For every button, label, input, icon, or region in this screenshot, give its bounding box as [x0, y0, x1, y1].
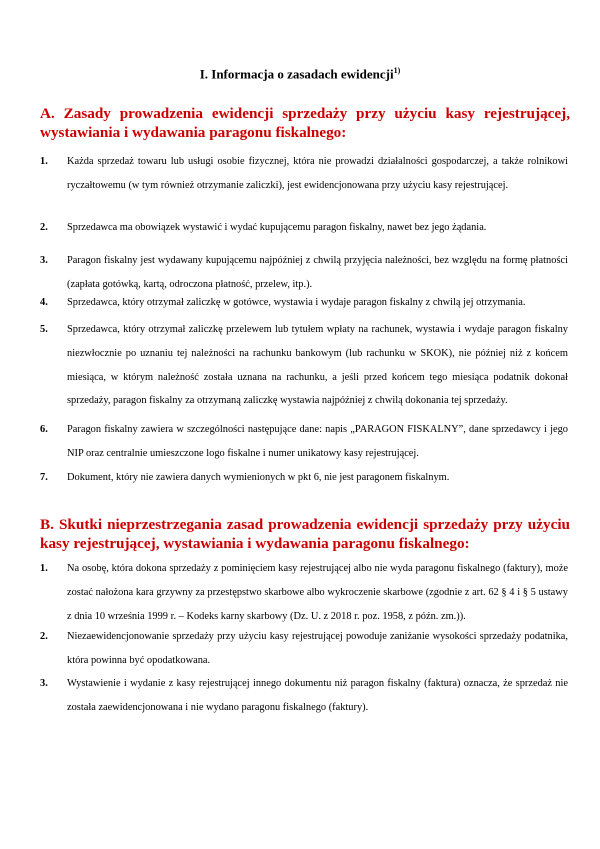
section-a-item-1: [40, 150, 568, 198]
item-text: Niezaewidencjonowanie sprzedaży przy użyciu kasy rejestrującej powoduje zaniżanie wysokości sprzedaży podatnika, która powinna być opodatkowana.: [67, 631, 568, 666]
item-text: Dokument, który nie zawiera danych wymienionych w pkt 6, nie jest paragonem fiskalnym.: [67, 472, 450, 483]
item-text: Paragon fiskalny jest wydawany kupującemu najpóźniej z chwilą przyjęcia należności, bez względu na formę płatności (zapłata gotówką, kartą, odroczona płatność, przelew, itp.).: [67, 255, 568, 290]
item-number: 2.: [40, 222, 48, 233]
section-b-item-1: [40, 557, 568, 628]
item-number: 1.: [40, 563, 48, 574]
section-a-heading-line2: wystawiania i wydawania paragonu fiskalnego:: [40, 124, 347, 141]
section-b-item-2: [40, 625, 568, 673]
item-number: 6.: [40, 424, 48, 435]
section-b-heading-line1: B. Skutki nieprzestrzegania zasad prowadzenia ewidencji sprzedaży przy użyciu: [40, 516, 570, 533]
item-number: 4.: [40, 297, 48, 308]
section-a-item-6: [40, 418, 568, 466]
section-a-item-5: [40, 318, 568, 413]
section-a-item-2: [40, 216, 568, 240]
item-number: 3.: [40, 678, 48, 689]
item-text: Każda sprzedaż towaru lub usługi osobie fizycznej, która nie prowadzi działalności gospodarczej, a także rolnikowi ryczałtowemu (w tym również otrzymanie zaliczki), jest ewidencjonowana przy użyciu kasy rejestrującej.: [67, 156, 568, 191]
item-number: 1.: [40, 156, 48, 167]
page-title: [0, 66, 600, 82]
item-number: 5.: [40, 324, 48, 335]
item-text: Paragon fiskalny zawiera w szczególności następujące dane: napis „PARAGON FISKALNY”, dane sprzedawcy i jego NIP oraz centralnie umieszczone logo fiskalne i numer unikatowy kasy rejestrującej.: [67, 424, 568, 459]
section-a-heading: [40, 104, 570, 142]
item-text: Wystawienie i wydanie z kasy rejestrującej innego dokumentu niż paragon fiskalny (faktura) oznacza, że sprzedaż nie została zaewidencjonowana i nie wydano paragonu fiskalnego (faktury).: [67, 678, 568, 713]
page-title-text: I. Informacja o zasadach ewidencji: [199, 66, 394, 82]
section-b-heading: [40, 515, 570, 553]
section-b-item-3: [40, 672, 568, 720]
item-text: Sprzedawca, który otrzymał zaliczkę przelewem lub tytułem wpłaty na rachunek, wystawia i wydaje paragon fiskalny niezwłocznie po uznaniu tej należności na rachunku bankowym (lub rachunku w SKOK), nie później niż z końcem miesiąca, w którym należność została uznana na rachunku, a jeśli przed końcem tego miesiąca podatnik dokonał sprzedaży, paragon fiskalny za otrzymaną zaliczkę wystawia najpóźniej z chwilą dokonania tej sprzedaży.: [67, 324, 568, 407]
section-a-heading-line1: A. Zasady prowadzenia ewidencji sprzedaży przy użyciu kasy rejestrującej,: [40, 105, 570, 122]
item-number: 7.: [40, 472, 48, 483]
footnote-marker: 1): [393, 66, 401, 75]
section-b-heading-line2: kasy rejestrującej, wystawiania i wydawania paragonu fiskalnego:: [40, 535, 470, 552]
section-a-item-3: [40, 249, 568, 297]
item-text: Na osobę, która dokona sprzedaży z pominięciem kasy rejestrującej albo nie wyda paragonu fiskalnego (faktury), może zostać nałożona kara grzywny za przestępstwo skarbowe albo wykroczenie skarbowe (zgodnie z art. 62 § 4 i § 5 ustawy z dnia 10 września 1999 r. – Kodeks karny skarbowy (Dz. U. z 2018 r. poz. 1958, z późn. zm.)).: [67, 563, 568, 622]
section-a-item-4: [40, 291, 568, 315]
item-text: Sprzedawca ma obowiązek wystawić i wydać kupującemu paragon fiskalny, nawet bez jego żądania.: [67, 222, 487, 233]
item-text: Sprzedawca, który otrzymał zaliczkę w gotówce, wystawia i wydaje paragon fiskalny z chwilą jej otrzymania.: [67, 297, 526, 308]
item-number: 3.: [40, 255, 48, 266]
section-a-item-7: [40, 466, 568, 490]
item-number: 2.: [40, 631, 48, 642]
